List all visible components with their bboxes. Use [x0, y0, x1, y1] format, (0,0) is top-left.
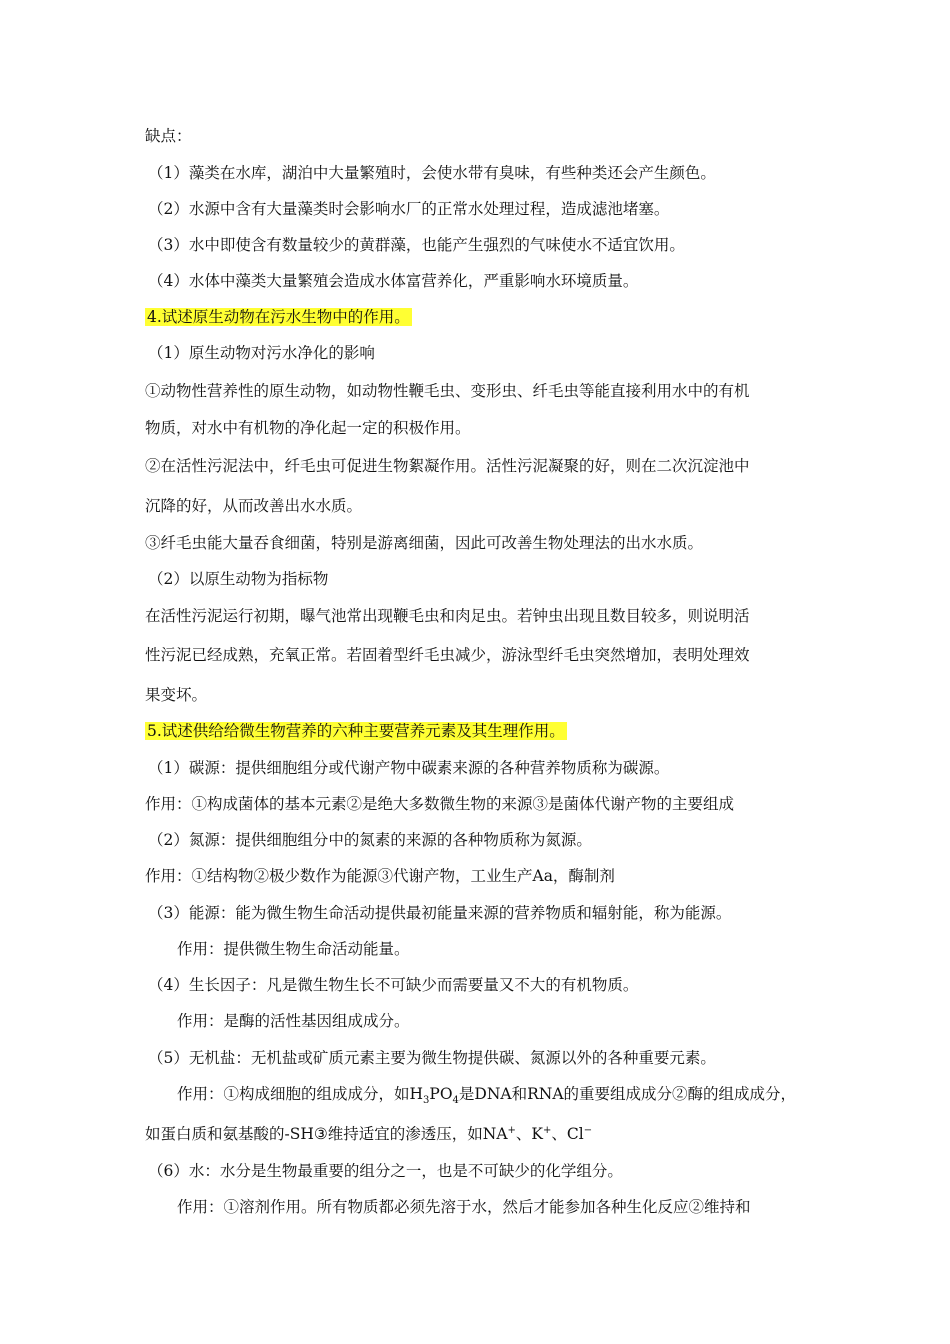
- paragraph: （6）水：水分是生物最重要的组分之一，也是不可缺少的化学组分。: [148, 1162, 623, 1180]
- paragraph: 在活性污泥运行初期，曝气池常出现鞭毛虫和肉足虫。若钟虫出现且数目较多，则说明活: [145, 607, 750, 625]
- paragraph: （5）无机盐：无机盐或矿质元素主要为微生物提供碳、氮源以外的各种重要元素。: [148, 1049, 716, 1067]
- paragraph: （2）氮源：提供细胞组分中的氮素的来源的各种物质称为氮源。: [148, 831, 592, 849]
- paragraph: ②在活性污泥法中，纤毛虫可促进生物絮凝作用。活性污泥凝聚的好，则在二次沉淀池中: [145, 457, 750, 475]
- paragraph: （3）能源：能为微生物生命活动提供最初能量来源的营养物质和辐射能，称为能源。: [148, 904, 732, 922]
- paragraph: ③纤毛虫能大量吞食细菌，特别是游离细菌，因此可改善生物处理法的出水水质。: [145, 534, 704, 552]
- paragraph: ①动物性营养性的原生动物，如动物性鞭毛虫、变形虫、纤毛虫等能直接利用水中的有机: [145, 382, 750, 400]
- paragraph-formula: 作用：①构成细胞的组成成分，如$H_3PO_4$是DNA和RNA的重要组成成分②酶的组成成分，: [177, 1085, 797, 1107]
- paragraph: （1）藻类在水库，湖泊中大量繁殖时，会使水带有臭味，有些种类还会产生颜色。: [148, 164, 716, 182]
- question-5-heading: [145, 721, 567, 741]
- paragraph: 物质，对水中有机物的净化起一定的积极作用。: [145, 419, 471, 437]
- paragraph: 作用：①构成菌体的基本元素②是绝大多数微生物的来源③是菌体代谢产物的主要组成: [145, 795, 735, 813]
- highlighted-question: 5.试述供给给微生物营养的六种主要营养元素及其生理作用。: [147, 722, 565, 740]
- paragraph-ions: 如蛋白质和氨基酸的-SH③维持适宜的渗透压，如NA+、K+、Cl−: [145, 1124, 593, 1143]
- paragraph: （4）水体中藻类大量繁殖会造成水体富营养化，严重影响水环境质量。: [148, 272, 639, 290]
- heading-disadvantages: 缺点：: [145, 127, 192, 145]
- paragraph: （2）水源中含有大量藻类时会影响水厂的正常水处理过程，造成滤池堵塞。: [148, 200, 670, 218]
- paragraph: （2）以原生动物为指标物: [148, 570, 329, 588]
- paragraph: （4）生长因子：凡是微生物生长不可缺少而需要量又不大的有机物质。: [148, 976, 639, 994]
- paragraph: 作用：提供微生物生命活动能量。: [177, 940, 410, 958]
- paragraph: 作用：①溶剂作用。所有物质都必须先溶于水，然后才能参加各种生化反应②维持和: [177, 1198, 751, 1216]
- paragraph: 果变坏。: [145, 686, 208, 704]
- paragraph: 沉降的好，从而改善出水水质。: [145, 497, 363, 515]
- paragraph: （1）原生动物对污水净化的影响: [148, 344, 375, 362]
- question-4-heading: [145, 307, 412, 327]
- paragraph: 性污泥已经成熟，充氧正常。若固着型纤毛虫减少，游泳型纤毛虫突然增加，表明处理效: [145, 646, 750, 664]
- paragraph: 作用：①结构物②极少数作为能源③代谢产物，工业生产Aa，酶制剂: [145, 867, 615, 885]
- highlighted-question: 4.试述原生动物在污水生物中的作用。: [147, 308, 410, 326]
- paragraph: 作用：是酶的活性基因组成成分。: [177, 1012, 410, 1030]
- paragraph: （3）水中即使含有数量较少的黄群藻，也能产生强烈的气味使水不适宜饮用。: [148, 236, 685, 254]
- paragraph: （1）碳源：提供细胞组分或代谢产物中碳素来源的各种营养物质称为碳源。: [148, 759, 670, 777]
